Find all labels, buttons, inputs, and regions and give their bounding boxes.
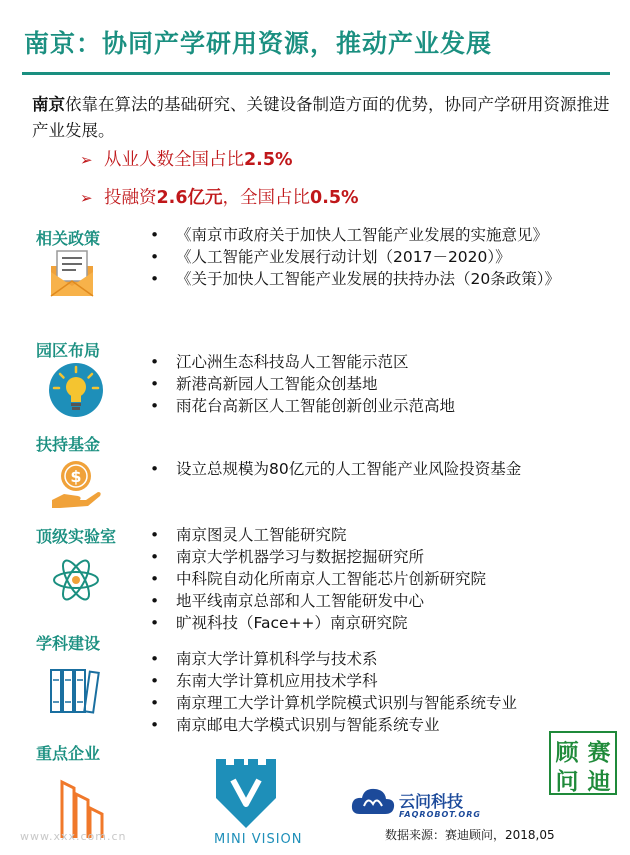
svg-text:迪: 迪 — [587, 769, 611, 795]
section-label-labs: 顶级实验室 — [36, 527, 117, 546]
highlight-value: 2.5% — [244, 150, 293, 170]
highlight-value: 2.6亿元 — [156, 188, 223, 208]
intro-paragraph — [32, 92, 610, 144]
yunwen-domain: FAQROBOT.ORG — [399, 810, 481, 819]
list-item: • 《人工智能产业发展行动计划（2017－2020）》 — [150, 246, 600, 268]
section-list-parks — [150, 351, 600, 417]
list-item: • 旷视科技（Face++）南京研究院 — [150, 612, 600, 634]
books-icon — [48, 666, 104, 716]
section-label-disciplines: 学科建设 — [36, 634, 101, 653]
section-label-enterprises: 重点企业 — [36, 744, 101, 763]
list-item: • 南京大学机器学习与数据挖掘研究所 — [150, 546, 600, 568]
cloud-brain-logo — [350, 784, 396, 820]
section-list-disciplines — [150, 648, 600, 736]
svg-text:$: $ — [70, 467, 82, 486]
data-source: 数据来源：赛迪顾问，2018,05 — [385, 828, 555, 842]
list-item: • 南京理工大学计算机学院模式识别与智能系统专业 — [150, 692, 600, 714]
ccid-seal-logo — [549, 731, 617, 795]
envelope-document-icon — [46, 246, 98, 298]
list-item: • 设立总规模为80亿元的人工智能产业风险投资基金 — [150, 458, 600, 480]
page-title: 南京：协同产学研用资源，推动产业发展 — [24, 29, 493, 58]
list-item: • 新港高新园人工智能众创基地 — [150, 373, 600, 395]
title-divider — [22, 72, 610, 75]
arrow-bullet-icon: ➢ — [80, 151, 93, 169]
list-item: • 中科院自动化所南京人工智能芯片创新研究院 — [150, 568, 600, 590]
yunwen-wordmark: 云问科技 — [399, 792, 464, 811]
section-label-policy: 相关政策 — [36, 229, 101, 248]
section-list-fund — [150, 458, 600, 480]
svg-text:顾: 顾 — [555, 740, 579, 766]
list-item: • 江心洲生态科技岛人工智能示范区 — [150, 351, 600, 373]
list-item: • 《关于加快人工智能产业发展的扶持办法（20条政策）》 — [150, 268, 600, 290]
highlight-investment — [80, 184, 359, 209]
section-list-labs — [150, 524, 600, 634]
svg-text:问: 问 — [555, 769, 579, 795]
highlight-mid: ，全国占比 — [222, 188, 311, 208]
list-item: • 雨花台高新区人工智能创新创业示范高地 — [150, 395, 600, 417]
section-label-parks: 园区布局 — [36, 341, 101, 360]
section-list-policy — [150, 224, 600, 290]
atom-icon — [50, 554, 102, 606]
intro-text: 依靠在算法的基础研究、关键设备制造方面的优势，协同产学研用资源推进产业发展。 — [32, 95, 610, 140]
mini-vision-logo — [213, 756, 279, 832]
highlight-value-2: 0.5% — [310, 188, 359, 208]
list-item: • 地平线南京总部和人工智能研发中心 — [150, 590, 600, 612]
list-item: • 东南大学计算机应用技术学科 — [150, 670, 600, 692]
section-label-fund: 扶持基金 — [36, 435, 101, 454]
list-item: • 南京大学计算机科学与技术系 — [150, 648, 600, 670]
highlight-employment — [80, 146, 293, 171]
company-buildings-logo — [58, 778, 108, 838]
highlight-label: 投融资 — [104, 188, 157, 208]
watermark: www.xxx.com.cn — [20, 830, 127, 843]
list-item: • 南京邮电大学模式识别与智能系统专业 — [150, 714, 600, 736]
list-item: • 《南京市政府关于加快人工智能产业发展的实施意见》 — [150, 224, 600, 246]
arrow-bullet-icon: ➢ — [80, 189, 93, 207]
highlight-label: 从业人数全国占比 — [104, 150, 244, 170]
svg-text:赛: 赛 — [587, 740, 611, 766]
mini-vision-wordmark: MINI VISION — [214, 832, 303, 847]
hand-coin-icon — [48, 456, 104, 512]
lightbulb-icon — [48, 362, 104, 418]
list-item: • 南京图灵人工智能研究院 — [150, 524, 600, 546]
intro-city: 南京 — [32, 95, 65, 114]
